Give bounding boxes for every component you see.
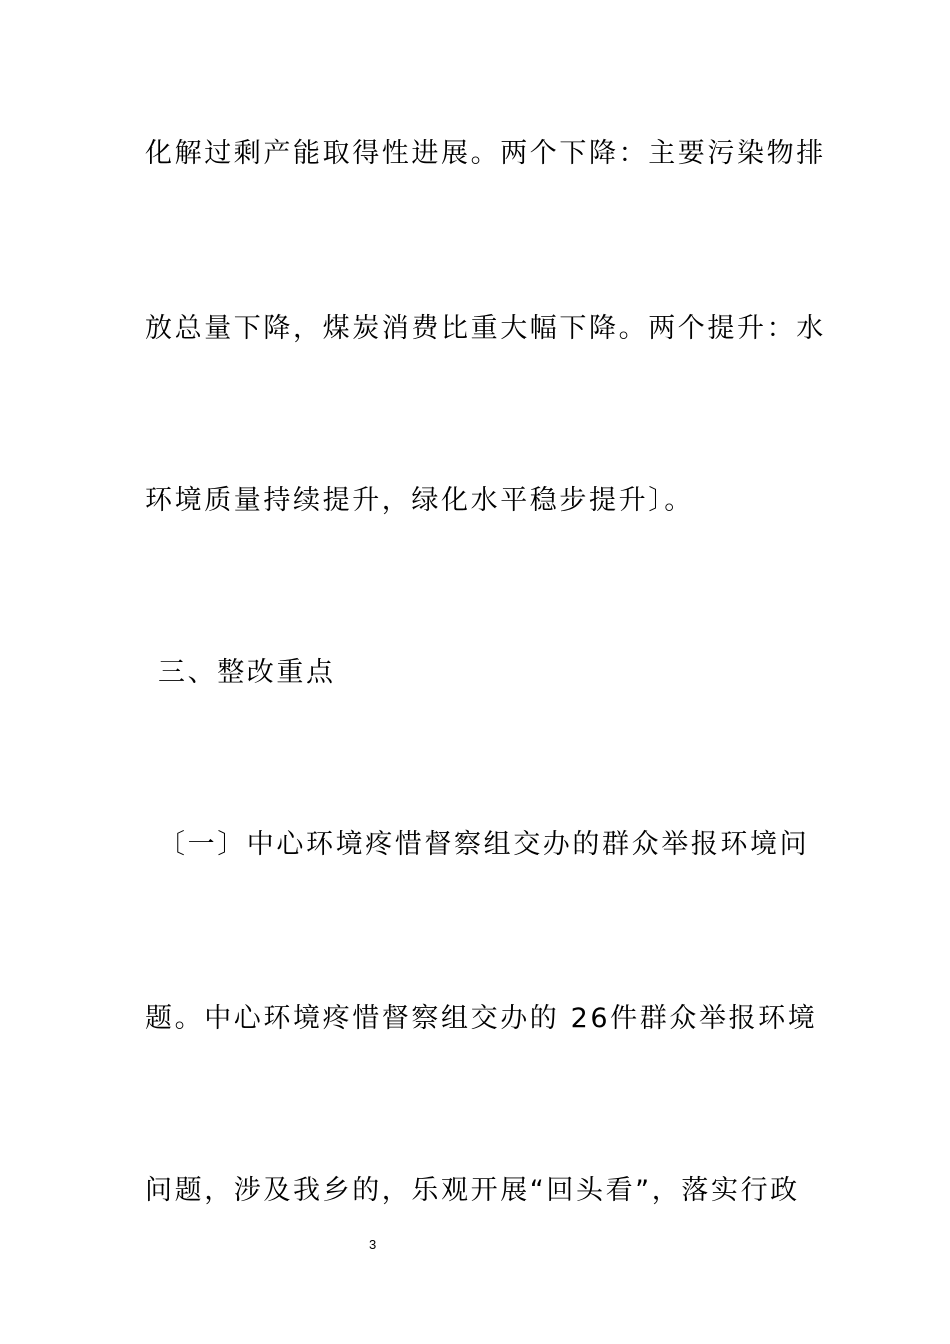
body-text-line: 放总量下降，煤炭消费比重大幅下降。两个提升：水 [145, 313, 826, 344]
body-text-line: 题。中心环境疼惜督察组交办的 26件群众举报环境 [145, 1003, 818, 1034]
body-text-line: 环境质量持续提升，绿化水平稳步提升〕。 [145, 485, 694, 516]
body-text-line: 化解过剩产能取得性进展。两个下降：主要污染物排 [145, 138, 826, 169]
section-heading: 三、整改重点 [158, 657, 336, 688]
subsection-heading-line: 〔一〕中心环境疼惜督察组交办的群众举报环境问 [158, 829, 810, 860]
page-number: 3 [369, 1237, 377, 1252]
body-text-line: 问题，涉及我乡的，乐观开展“回头看”，落实行政 [145, 1175, 800, 1206]
